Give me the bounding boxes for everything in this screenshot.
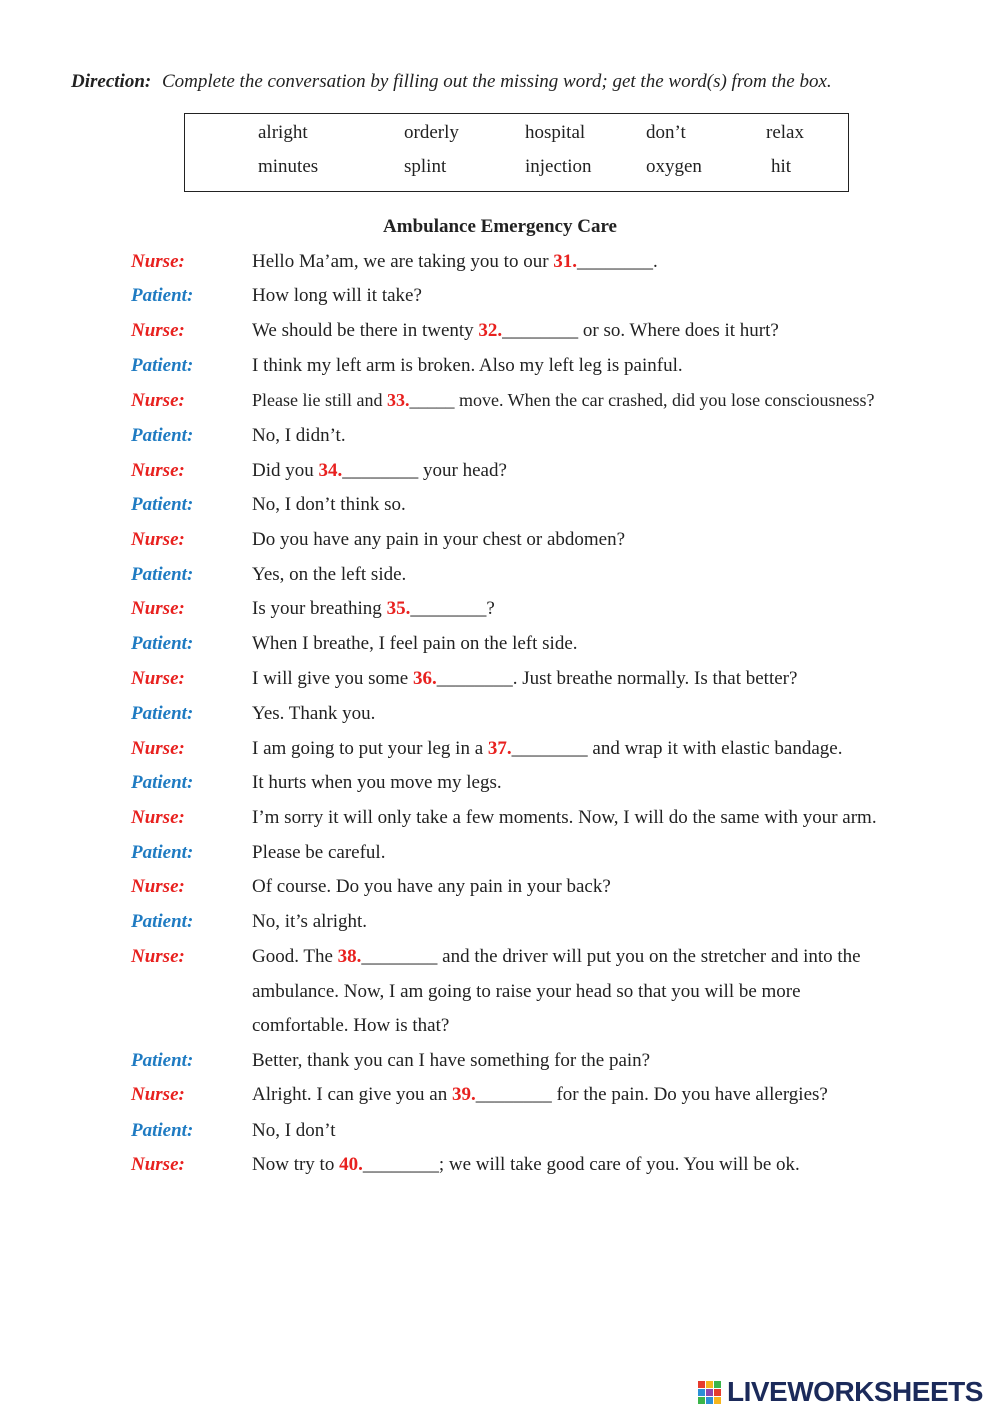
dialogue-text: It hurts when you move my legs.: [252, 772, 502, 793]
answer-blank[interactable]: ________?: [410, 598, 495, 619]
dialogue-line-continued: [0, 981, 1000, 1011]
dialogue-text: How long will it take?: [252, 285, 422, 306]
word-box: [184, 113, 849, 192]
dialogue-text: No, I don’t think so.: [252, 494, 406, 515]
liveworksheets-logo-text: LIVEWORKSHEETS: [727, 1376, 983, 1407]
word-box-item: alright: [258, 122, 308, 143]
dialogue-text: Alright. I can give you an 39.________ for the pain. Do you have allergies?: [252, 1084, 828, 1105]
speaker-nurse: Nurse:: [131, 1154, 185, 1175]
speaker-nurse: Nurse:: [131, 251, 185, 272]
dialogue-text: No, it’s alright.: [252, 911, 368, 932]
speaker-nurse: Nurse:: [131, 460, 185, 481]
speaker-patient: Patient:: [131, 285, 194, 306]
speaker-patient: Patient:: [131, 1050, 194, 1071]
dialogue-text: Hello Ma’am, we are taking you to our 31.________.: [252, 251, 658, 272]
direction-label: Direction:: [71, 71, 152, 92]
speaker-patient: Patient:: [131, 911, 194, 932]
dialogue-line-continued: [0, 1015, 1000, 1045]
dialogue-line: [0, 529, 1000, 559]
dialogue-line: [0, 425, 1000, 455]
blank-number: 33.: [386, 390, 410, 410]
dialogue-line: [0, 1154, 1000, 1184]
blank-number: 37.: [487, 738, 512, 759]
speaker-nurse: Nurse:: [131, 807, 185, 828]
dialogue-text: Please lie still and 33._____ move. When the car crashed, did you lose consciousness?: [252, 390, 875, 410]
speaker-patient: Patient:: [131, 703, 194, 724]
blank-number: 36.: [412, 668, 437, 689]
dialogue-line: [0, 390, 1000, 420]
speaker-patient: Patient:: [131, 494, 194, 515]
word-box-item: hit: [771, 156, 792, 177]
speaker-patient: Patient:: [131, 772, 194, 793]
dialogue-line: [0, 772, 1000, 802]
dialogue-line: [0, 876, 1000, 906]
dialogue-line: [0, 598, 1000, 628]
speaker-nurse: Nurse:: [131, 529, 185, 550]
dialogue-text: Of course. Do you have any pain in your back?: [252, 876, 611, 897]
speaker-patient: Patient:: [131, 633, 194, 654]
dialogue-text: Is your breathing 35.________?: [252, 598, 495, 619]
word-box-item: hospital: [525, 122, 586, 143]
speaker-patient: Patient:: [131, 564, 194, 585]
dialogue-text: When I breathe, I feel pain on the left side.: [252, 633, 578, 654]
dialogue-text: ambulance. Now, I am going to raise your head so that you will be more: [252, 981, 801, 1002]
dialogue-line: [0, 460, 1000, 490]
dialogue-text: I’m sorry it will only take a few moments. Now, I will do the same with your arm.: [252, 807, 877, 828]
word-box-item: orderly: [404, 122, 459, 143]
dialogue-line: [0, 1120, 1000, 1150]
dialogue-line: [0, 355, 1000, 385]
answer-blank[interactable]: ________ and the driver will put you on the stretcher and into the: [361, 946, 861, 967]
dialogue-text: I am going to put your leg in a 37.________ and wrap it with elastic bandage.: [252, 738, 843, 759]
answer-blank[interactable]: ________.: [577, 251, 658, 272]
dialogue-line: [0, 1084, 1000, 1114]
blank-number: 38.: [337, 946, 362, 967]
speaker-nurse: Nurse:: [131, 668, 185, 689]
word-box-item: splint: [404, 156, 447, 177]
dialogue-line: [0, 285, 1000, 315]
dialogue-text: We should be there in twenty 32.________ or so. Where does it hurt?: [252, 320, 779, 341]
dialogue-text: No, I didn’t.: [252, 425, 346, 446]
dialogue-text: No, I don’t: [252, 1120, 336, 1141]
word-box-item: injection: [525, 156, 592, 177]
word-box-item: oxygen: [646, 156, 702, 177]
dialogue-text: Now try to 40.________; we will take good care of you. You will be ok.: [252, 1154, 800, 1175]
speaker-patient: Patient:: [131, 842, 194, 863]
word-box-item: minutes: [258, 156, 319, 177]
answer-blank[interactable]: _____ move. When the car crashed, did you lose consciousness?: [409, 390, 875, 410]
dialogue-line: [0, 1050, 1000, 1080]
answer-blank[interactable]: ________ and wrap it with elastic bandage.: [511, 738, 843, 759]
blank-number: 40.: [339, 1154, 363, 1175]
dialogue-line: [0, 738, 1000, 768]
speaker-patient: Patient:: [131, 1120, 194, 1141]
dialogue-text: I think my left arm is broken. Also my left leg is painful.: [252, 355, 683, 376]
liveworksheets-logo[interactable]: [697, 1375, 993, 1409]
speaker-nurse: Nurse:: [131, 876, 185, 897]
dialogue-text: Yes, on the left side.: [252, 564, 407, 585]
dialogue-text: Did you 34.________ your head?: [252, 460, 507, 481]
dialogue-line: [0, 564, 1000, 594]
dialogue-line: [0, 703, 1000, 733]
dialogue-line: [0, 911, 1000, 941]
word-box-item: relax: [766, 122, 804, 143]
dialogue-line: [0, 807, 1000, 837]
blank-number: 32.: [478, 320, 503, 341]
dialogue-text: I will give you some 36.________. Just breathe normally. Is that better?: [252, 668, 798, 689]
answer-blank[interactable]: ________. Just breathe normally. Is that better?: [436, 668, 798, 689]
direction: [71, 71, 832, 93]
dialogue-line: [0, 946, 1000, 976]
blank-number: 34.: [318, 460, 343, 481]
answer-blank[interactable]: ________ for the pain. Do you have allergies?: [475, 1084, 828, 1105]
page-title: Ambulance Emergency Care: [383, 216, 617, 237]
speaker-nurse: Nurse:: [131, 390, 185, 411]
blank-number: 35.: [386, 598, 411, 619]
speaker-nurse: Nurse:: [131, 598, 185, 619]
speaker-patient: Patient:: [131, 425, 194, 446]
blank-number: 39.: [451, 1084, 476, 1105]
word-box-item: don’t: [646, 122, 686, 143]
direction-text: Complete the conversation by filling out the missing word; get the word(s) from the box.: [161, 71, 832, 92]
speaker-patient: Patient:: [131, 355, 194, 376]
dialogue-text: Better, thank you can I have something for the pain?: [252, 1050, 651, 1071]
speaker-nurse: Nurse:: [131, 946, 185, 967]
answer-blank[interactable]: ________ or so. Where does it hurt?: [502, 320, 779, 341]
dialogue-line: [0, 320, 1000, 350]
answer-blank[interactable]: ________; we will take good care of you. You will be ok.: [362, 1154, 800, 1175]
dialogue-text: Do you have any pain in your chest or abdomen?: [252, 529, 626, 550]
dialogue-text: comfortable. How is that?: [252, 1015, 450, 1036]
speaker-nurse: Nurse:: [131, 320, 185, 341]
speaker-nurse: Nurse:: [131, 1084, 185, 1105]
dialogue-line: [0, 633, 1000, 663]
dialogue-line: [0, 842, 1000, 872]
dialogue-line: [0, 668, 1000, 698]
dialogue-line: [0, 494, 1000, 524]
blank-number: 31.: [553, 251, 578, 272]
dialogue-text: Please be careful.: [252, 842, 386, 863]
answer-blank[interactable]: ________ your head?: [342, 460, 507, 481]
liveworksheets-logo-icon: [697, 1375, 725, 1405]
dialogue-text: Good. The 38.________ and the driver will put you on the stretcher and into the: [252, 946, 861, 967]
dialogue-text: Yes. Thank you.: [252, 703, 376, 724]
dialogue-line: [0, 251, 1000, 281]
speaker-nurse: Nurse:: [131, 738, 185, 759]
